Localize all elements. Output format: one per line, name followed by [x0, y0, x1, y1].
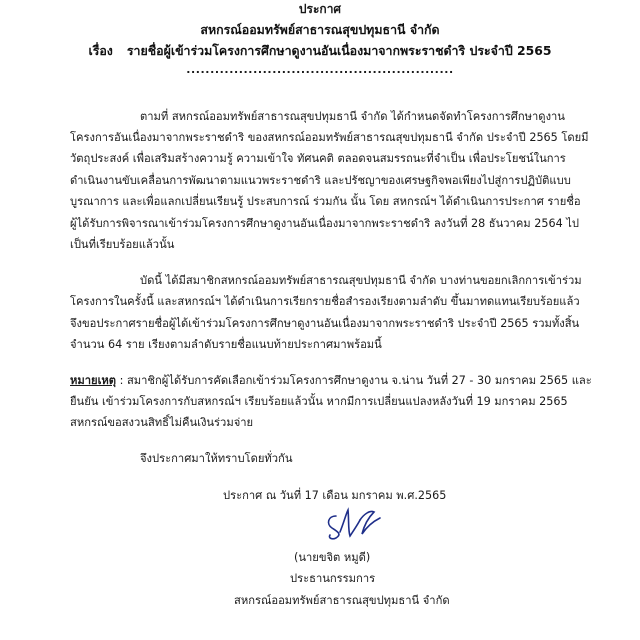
announcement-heading: ประกาศ — [298, 2, 342, 16]
para1-line: ตามที่ สหกรณ์ออมทรัพย์สาธารณสุขปทุมธานี จำกัด ได้กำหนดจัดทำโครงการศึกษาดูงาน — [140, 110, 565, 123]
para1-line: เป็นที่เรียบร้อยแล้วนั้น — [70, 238, 175, 251]
subject-line — [0, 43, 640, 58]
note-text: : สมาชิกผู้ได้รับการคัดเลือกเข้าร่วมโครงการศึกษาดูงาน จ.น่าน วันที่ 27 - 30 มกราคม 2565 และ — [116, 374, 592, 387]
signer-organization: สหกรณ์ออมทรัพย์สาธารณสุขปทุมธานี จำกัด — [234, 594, 450, 607]
para1-line: วัตถุประสงค์ เพื่อเสริมสร้างความรู้ ความเข้าใจ ทัศนคติ ตลอดจนสมรรถนะที่จำเป็น เพื่อประโยชน์ในการ — [70, 152, 566, 165]
para1-line: โครงการอันเนื่องมาจากพระราชดำริ ของสหกรณ์ออมทรัพย์สาธารณสุขปทุมธานี จำกัด ประจำปี 2565 โดยมี — [70, 131, 589, 144]
organization-name: สหกรณ์ออมทรัพย์สาธารณสุขปทุมธานี จำกัด — [200, 22, 440, 37]
para2-line: จำนวน 64 ราย เรียงตามลำดับรายชื่อแนบท้ายประกาศมาพร้อมนี้ — [70, 338, 382, 351]
announcement-date: ประกาศ ณ วันที่ 17 เดือน มกราคม พ.ศ.2565 — [223, 489, 447, 502]
para2-line: บัดนี้ ได้มีสมาชิกสหกรณ์ออมทรัพย์สาธารณสุขปทุมธานี จำกัด บางท่านขอยกเลิกการเข้าร่วม — [140, 274, 582, 287]
subject-label: เรื่อง — [88, 43, 113, 58]
signer-name: (นายขจิต หมูดี) — [294, 551, 371, 564]
subject-text: รายชื่อผู้เข้าร่วมโครงการศึกษาดูงานอันเนื่องมาจากพระราชดำริ ประจำปี 2565 — [126, 43, 552, 58]
note-line: สหกรณ์ขอสงวนสิทธิ์ไม่คืนเงินร่วมจ่าย — [70, 416, 254, 429]
para1-line: ผู้ได้รับการพิจารณาเข้าร่วมโครงการศึกษาดูงานอันเนื่องมาจากพระราชดำริ ลงวันที่ 28 ธันวาคม 2564 ไป — [70, 217, 579, 230]
signer-title: ประธานกรรมการ — [290, 572, 376, 585]
closing-statement: จึงประกาศมาให้ทราบโดยทั่วกัน — [140, 452, 293, 465]
note-line — [70, 373, 592, 388]
para2-line: จึงขอประกาศรายชื่อผู้ได้เข้าร่วมโครงการศึกษาดูงานอันเนื่องมาจากพระราชดำริ ประจำปี 2565 รวมทั้งสิ้น — [70, 317, 580, 330]
para2-line: โครงการในครั้งนี้ และสหกรณ์ฯ ได้ดำเนินการเรียกรายชื่อสำรองเรียงตามลำดับ ขึ้นมาทดแทนเรียบร้อยแล้ว — [70, 295, 580, 308]
signature-image — [318, 502, 388, 544]
para1-line: บูรณาการ และเพื่อแลกเปลี่ยนเรียนรู้ ประสบการณ์ ร่วมกัน นั้น โดย สหกรณ์ฯ ได้ดำเนินการประกาศ รายชื่อ — [70, 195, 581, 208]
note-label: หมายเหตุ — [70, 374, 117, 387]
para1-line: ดำเนินงานขับเคลื่อนการพัฒนาตามแนวพระราชดำริ และปรัชญาของเศรษฐกิจพอเพียงไปสู่การปฏิบัติแบบ — [70, 174, 571, 187]
divider: ........................................................ — [186, 63, 454, 76]
note-line: ยืนยัน เข้าร่วมโครงการกับสหกรณ์ฯ เรียบร้อยแล้วนั้น หากมีการเปลี่ยนแปลงหลังวันที่ 19 มกราคม 2565 — [70, 395, 568, 408]
